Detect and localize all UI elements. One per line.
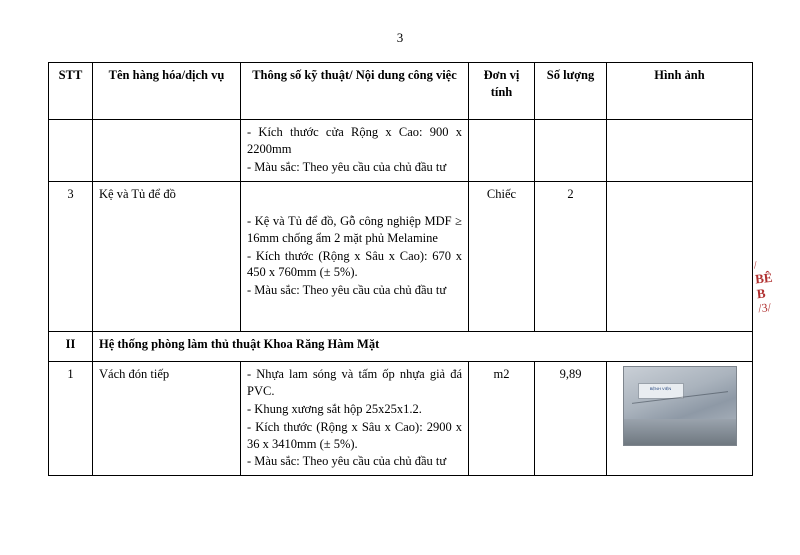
cell-unit	[469, 120, 535, 182]
margin-note-line-1: /	[753, 259, 758, 272]
cell-item-name	[93, 120, 241, 182]
margin-note-line-4: /3/	[757, 299, 772, 315]
spec-line: - Khung xương sắt hộp 25x25x1.2.	[247, 401, 422, 416]
spec-line: - Kích thước (Rộng x Sâu x Cao): 2900 x 36 x 3410mm (± 5%).	[247, 419, 462, 451]
cell-quantity	[535, 120, 607, 182]
spec-line: - Kích thước cửa Rộng x Cao: 900 x 2200mm	[247, 125, 462, 156]
column-header-specifications: Thông số kỹ thuật/ Nội dung công việc	[241, 63, 469, 120]
cell-image	[607, 120, 753, 182]
cell-quantity: 9,89	[535, 362, 607, 476]
cell-section-title: Hệ thống phòng làm thủ thuật Khoa Răng Hàm Mặt	[93, 332, 753, 362]
cell-quantity: 2	[535, 182, 607, 332]
cell-item-name: Kệ và Tủ để đồ	[93, 182, 241, 332]
column-header-stt: STT	[49, 63, 93, 120]
margin-note-line-2: BÊ	[754, 269, 774, 287]
table-row	[49, 182, 753, 332]
spec-line: - Kích thước (Rộng x Sâu x Cao): 670 x 450 x 760mm (± 5%).	[247, 248, 462, 280]
table-header	[49, 63, 753, 120]
table-section-row	[49, 332, 753, 362]
spec-line: - Nhựa lam sóng và tấm ốp nhựa giả đá PVC.	[247, 367, 462, 398]
cell-specifications	[241, 362, 469, 476]
table-body	[49, 120, 753, 476]
column-header-unit: Đơn vị tính	[469, 63, 535, 120]
cell-specifications	[241, 182, 469, 332]
table-row	[49, 362, 753, 476]
page-number: 3	[396, 30, 404, 45]
photo-sign-label: BỆNH VIỆN	[638, 383, 684, 399]
cell-stt: 3	[49, 182, 93, 332]
table-header-row	[49, 63, 753, 120]
margin-note-line-3: B	[755, 285, 767, 301]
spec-line: - Kệ và Tủ để đồ, Gỗ công nghiệp MDF ≥ 16mm chống ẩm 2 mặt phủ Melamine	[247, 213, 462, 245]
table-row	[49, 120, 753, 182]
reception-partition-photo	[623, 366, 737, 446]
spec-line: - Màu sắc: Theo yêu cầu của chủ đầu tư	[247, 283, 447, 298]
column-header-item-name: Tên hàng hóa/dịch vụ	[93, 63, 241, 120]
photo-desk-detail	[624, 419, 736, 445]
cell-image	[607, 362, 753, 476]
cell-stt	[49, 120, 93, 182]
specifications-table	[48, 62, 753, 476]
margin-handwritten-note	[753, 257, 787, 316]
cell-image	[607, 182, 753, 332]
cell-item-name: Vách đón tiếp	[93, 362, 241, 476]
column-header-image: Hình ảnh	[607, 63, 753, 120]
cell-specifications	[241, 120, 469, 182]
column-header-quantity: Số lượng	[535, 63, 607, 120]
cell-unit: Chiếc	[469, 182, 535, 332]
cell-unit: m2	[469, 362, 535, 476]
spec-line: - Màu sắc: Theo yêu cầu của chủ đầu tư	[247, 454, 447, 469]
spec-line: - Màu sắc: Theo yêu cầu của chủ đầu tư	[247, 159, 447, 174]
cell-section-number: II	[49, 332, 93, 362]
cell-stt: 1	[49, 362, 93, 476]
